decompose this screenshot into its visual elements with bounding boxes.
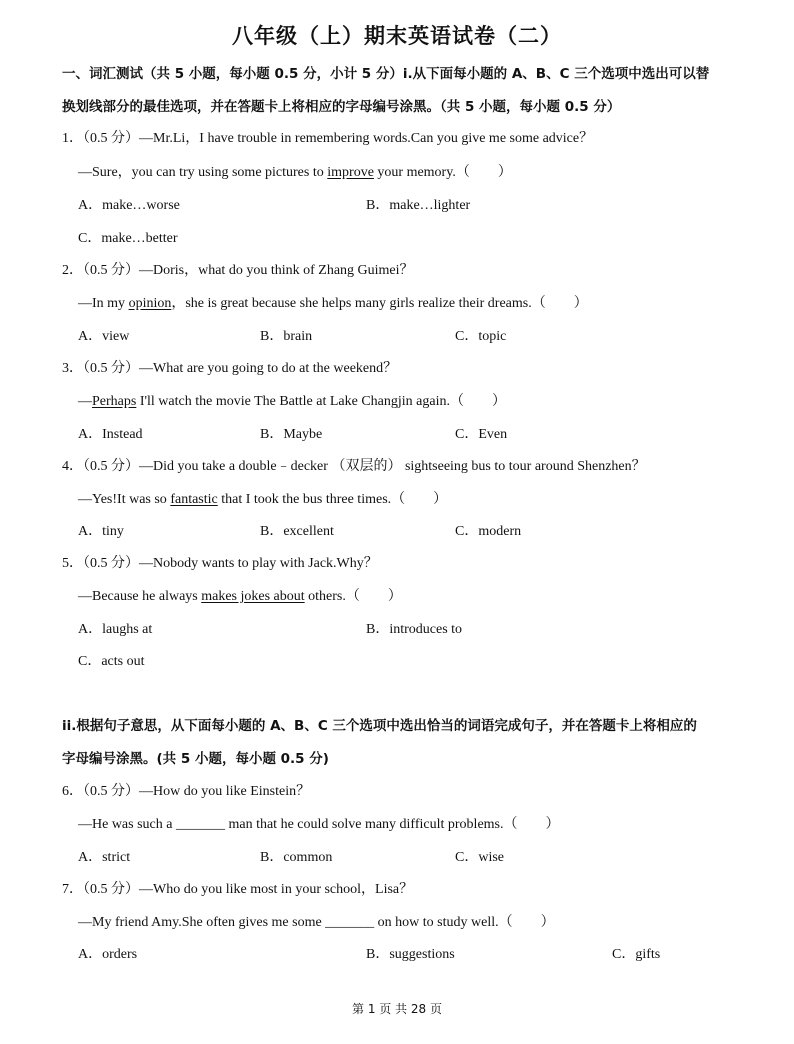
question-3-text-post: I'll watch the movie The Battle at Lake Changjin again.（ ）: [136, 394, 506, 409]
question-5-stem: 5．（0.5 分）—Nobody wants to play with Jack.Why？: [62, 556, 378, 571]
question-7-option-b: B．suggestions: [366, 947, 455, 962]
question-3-underlined: Perhaps: [92, 394, 137, 409]
question-5-underlined: makes jokes about: [201, 589, 305, 604]
section1-instruction-line2: 换划线部分的最佳选项，并在答题卡上将相应的字母编号涂黑。（共 5 小题，每小题 0.5 分）: [62, 99, 621, 115]
question-4-option-b: B．excellent: [260, 524, 334, 539]
question-5-text-pre: —Because he always: [78, 589, 202, 604]
question-6-option-a: A．strict: [78, 850, 131, 865]
question-3-text-pre: —: [78, 394, 92, 409]
question-7-option-a: A．orders: [78, 947, 138, 962]
question-4-text-pre: —Yes!It was so: [78, 492, 171, 507]
question-2-sentence: [78, 292, 588, 312]
question-1-option-b: B．make…lighter: [366, 198, 471, 213]
question-6-option-b: B．common: [260, 850, 333, 865]
question-1-option-c: C．make…better: [78, 231, 178, 246]
question-1-underlined: improve: [327, 165, 374, 180]
section1-instruction-line1: 一、词汇测试（共 5 小题，每小题 0.5 分，小计 5 分）i.从下面每小题的 A、B、C 三个选项中选出可以替: [62, 66, 710, 82]
question-4-option-c: C．modern: [455, 524, 522, 539]
page-footer: 第 1 页 共 28 页: [352, 1002, 442, 1016]
question-1-text-post: your memory.（ ）: [373, 165, 512, 180]
question-7-sentence: —My friend Amy.She often gives me some _______ on how to study well.（ ）: [78, 915, 555, 930]
question-4-option-a: A．tiny: [78, 524, 124, 539]
question-2-option-c: C．topic: [455, 329, 507, 344]
question-2-option-b: B．brain: [260, 329, 313, 344]
question-6-option-c: C．wise: [455, 850, 504, 865]
question-4-stem: 4．（0.5 分）—Did you take a double﹣decker （双层的） sightseeing bus to tour around Shenzhen？: [62, 459, 646, 474]
question-3-option-a: A．Instead: [78, 427, 143, 442]
question-3-option-b: B．Maybe: [260, 427, 323, 442]
question-5-option-a: A．laughs at: [78, 622, 153, 637]
question-1-text-pre: —Sure，you can try using some pictures to: [78, 165, 328, 180]
question-1-stem: 1．（0.5 分）—Mr.Li，I have trouble in remembering words.Can you give me some advice？: [62, 131, 594, 146]
question-3-stem: 3．（0.5 分）—What are you going to do at the weekend？: [62, 361, 398, 376]
question-2-text-pre: —In my: [78, 296, 129, 311]
question-4-underlined: fantastic: [170, 492, 218, 507]
question-7-option-c: C．gifts: [612, 947, 661, 962]
question-1-sentence: [78, 161, 512, 181]
question-5-text-post: others.（ ）: [304, 589, 402, 604]
question-4-sentence: [78, 488, 447, 508]
question-5-option-b: B．introduces to: [366, 622, 463, 637]
question-5-sentence: [78, 585, 402, 605]
section2-instruction-line2: 字母编号涂黑。(共 5 小题，每小题 0.5 分): [62, 751, 329, 767]
question-6-stem: 6．（0.5 分）—How do you like Einstein？: [62, 784, 311, 799]
question-1-option-a: A．make…worse: [78, 198, 180, 213]
question-6-sentence: —He was such a _______ man that he could solve many difficult problems.（ ）: [78, 817, 560, 832]
question-7-stem: 7．（0.5 分）—Who do you like most in your school，Lisa？: [62, 882, 414, 897]
question-2-text-post: ，she is great because she helps many girls realize their dreams.（ ）: [171, 296, 588, 311]
question-3-sentence: [78, 390, 506, 410]
question-2-underlined: opinion: [128, 296, 172, 311]
question-2-stem: 2．（0.5 分）—Doris，what do you think of Zhang Guimei？: [62, 263, 414, 278]
question-4-text-post: that I took the bus three times.（ ）: [217, 492, 448, 507]
page-title: 八年级（上）期末英语试卷（二）: [232, 24, 562, 48]
question-2-option-a: A．view: [78, 329, 130, 344]
section2-instruction-line1: ii.根据句子意思，从下面每小题的 A、B、C 三个选项中选出恰当的词语完成句子，并在答题卡上将相应的: [62, 718, 697, 734]
question-3-option-c: C．Even: [455, 427, 508, 442]
question-5-option-c: C．acts out: [78, 654, 145, 669]
